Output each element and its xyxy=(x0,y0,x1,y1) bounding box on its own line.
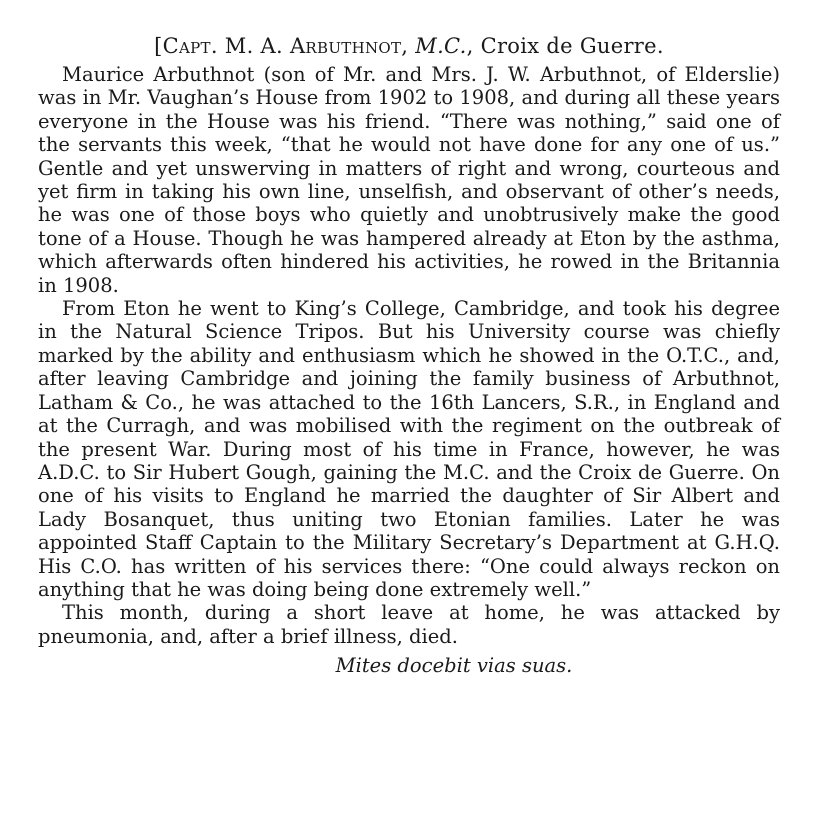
paragraph-early-life: Maurice Arbuthnot (son of Mr. and Mrs. J. W. Arbuthnot, of Elderslie) was in Mr. Vaughan’s House from 1902 to 1908, and during all these years everyone in the House was his friend. “There was nothing,” said one of the servants this week, “that he would not have done for any one of us.” Gentle and yet unswerving in matters of right and wrong, courteous and yet firm in taking his own line, unselfish, and observant of other’s needs, he was one of those boys who quietly and unobtrusively make the good tone of a House. Though he was hampered already at Eton by the asthma, which afterwards often hindered his activities, he rowed in the Britannia in 1908. xyxy=(38,63,780,297)
paragraph-career: From Eton he went to King’s College, Cambridge, and took his degree in the Natural Science Tripos. But his University course was chiefly marked by the ability and enthusiasm which he showed in the O.T.C., and, after leaving Cambridge and joining the family business of Arbuthnot, Latham & Co., he was attached to the 16th Lancers, S.R., in England and at the Curragh, and was mobilised with the regiment on the outbreak of the present War. During most of his time in France, however, he was A.D.C. to Sir Hubert Gough, gaining the M.C. and the Croix de Guerre. On one of his visits to England he married the daughter of Sir Albert and Lady Bosanquet, thus uniting two Etonian families. Later he was appointed Staff Captain to the Military Secretary’s Department at G.H.Q. His C.O. has written of his services there: “One could always reckon on anything that he was doing being done extremely well.” xyxy=(38,297,780,601)
heading-honour: M.C. xyxy=(415,34,467,58)
heading-name: Capt. M. A. Arbuthnot, xyxy=(162,34,409,58)
article-heading xyxy=(38,34,780,58)
heading-award: , Croix de Guerre. xyxy=(466,34,664,58)
obituary-article xyxy=(38,34,780,678)
heading-bracket: [ xyxy=(154,34,163,58)
paragraph-death: This month, during a short leave at home, he was attacked by pneumonia, and, after a brief illness, died. xyxy=(38,601,780,648)
latin-motto: Mites docebit vias suas. xyxy=(335,654,573,678)
